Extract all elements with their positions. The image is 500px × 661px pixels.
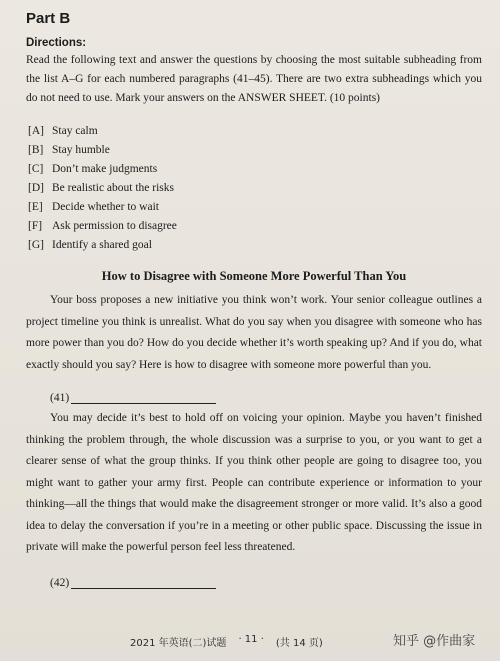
exam-name: 2021 年英语(二)试题 (130, 638, 227, 649)
directions-label: Directions: (26, 37, 87, 49)
paragraph-41: You may decide it’s best to hold off on voicing your opinion. Maybe you haven’t finished thinking the problem through, the whole discussion was a surprise to you, or you want to get a clearer sense of what the group thinks. If you think other people are going to disagree too, you might want to gather your army first. People can contribute experience or information to your thinking—all the things that would make the disagreement stronger or more valid. It’s also a good idea to delay the conversation if you’re in a meeting or other public space. Discussing the issue in private will make the powerful person feel less threatened. (26, 412, 482, 553)
answer-blank-42 (50, 577, 482, 589)
answer-line (71, 577, 216, 589)
option-letter: [G] (28, 239, 44, 251)
option-d (28, 179, 482, 198)
option-text: Decide whether to wait (52, 201, 159, 213)
option-letter: [B] (28, 144, 44, 156)
watermark-text: 知乎 @作曲家 (393, 634, 476, 649)
directions-text: Read the following text and answer the questions by choosing the most suitable subheading from the list A–G for each numbered paragraphs (41–45). There are two extra subheadings which you do not need to use. Mark your answers on the ANSWER SHEET. (10 points) (26, 54, 482, 104)
option-a (28, 122, 482, 141)
option-text: Identify a shared goal (52, 239, 152, 251)
watermark (393, 630, 475, 649)
article-title: How to Disagree with Someone More Powerful Than You (101, 269, 407, 283)
question-number: (41) (50, 392, 70, 404)
option-b (28, 141, 482, 160)
option-letter: [C] (28, 163, 44, 175)
question-number: (42) (50, 576, 70, 589)
option-text: Be realistic about the risks (52, 182, 174, 194)
option-f (28, 217, 482, 236)
part-title: Part B (26, 10, 71, 27)
option-letter: [E] (28, 201, 43, 213)
option-c (28, 160, 482, 179)
answer-line (71, 392, 216, 404)
option-e (28, 198, 482, 217)
intro-paragraph: Your boss proposes a new initiative you think won’t work. Your senior colleague outlines a project timeline you think is unrealist. What do you say when you disagree with someone who has more power than you do? How do you decide whether it’s worth speaking up? And if you do, what exactly should you say? Here is how to disagree with someone more powerful than you. (26, 294, 482, 371)
page-number: · 11 · (238, 634, 264, 645)
page-content (26, 10, 482, 593)
subheading-options (28, 122, 482, 255)
page-total: (共 14 页) (275, 638, 323, 649)
option-g (28, 236, 482, 255)
option-text: Don’t make judgments (52, 163, 158, 175)
option-letter: [A] (28, 125, 44, 137)
answer-blank-41 (50, 392, 482, 404)
option-text: Stay calm (52, 125, 98, 137)
option-letter: [F] (28, 220, 43, 232)
footer-center (130, 634, 323, 649)
option-text: Ask permission to disagree (52, 220, 177, 232)
option-text: Stay humble (52, 144, 110, 156)
option-letter: [D] (28, 182, 44, 194)
